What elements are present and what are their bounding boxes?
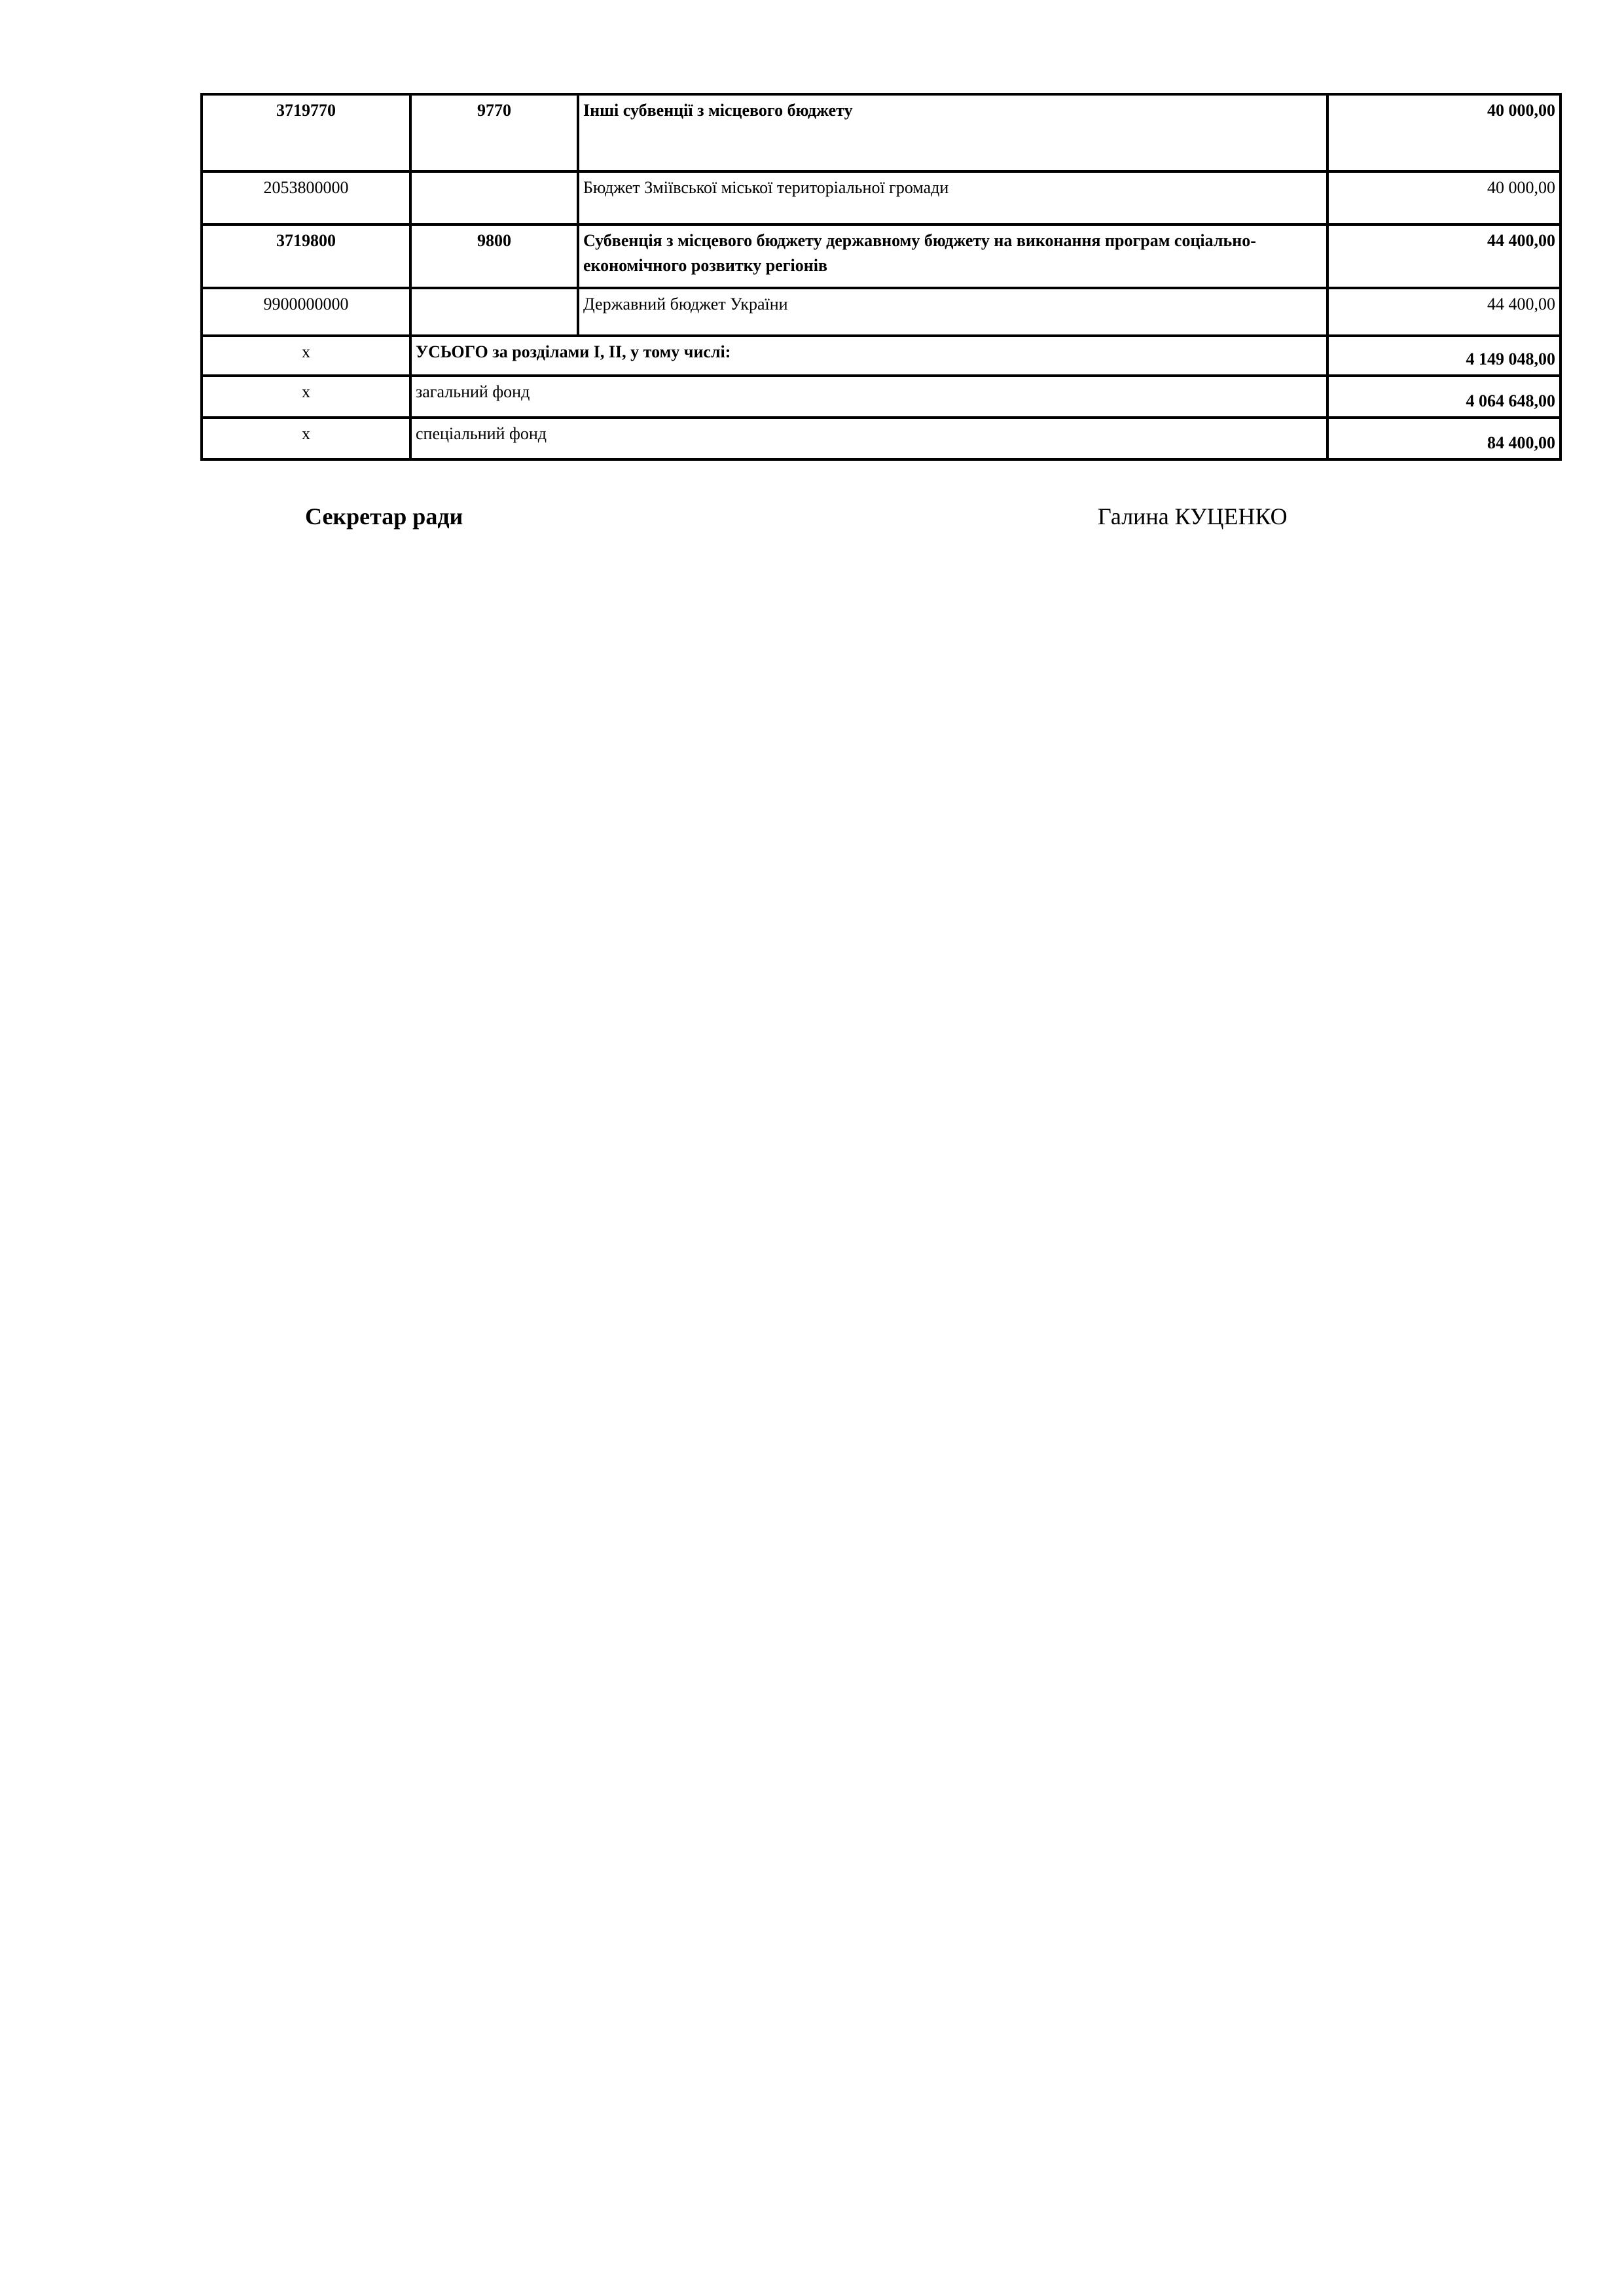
- x-mark-cell: x: [202, 336, 410, 376]
- function-code-cell: 9800: [410, 224, 578, 288]
- total-label-cell: УСЬОГО за розділами І, ІІ, у тому числі:: [410, 336, 1327, 376]
- amount-cell: 44 400,00: [1327, 224, 1561, 288]
- budget-code-cell: 2053800000: [202, 171, 410, 224]
- total-amount-cell: 4 149 048,00: [1327, 336, 1561, 376]
- budget-table: [200, 93, 1562, 461]
- function-code-cell: [410, 288, 578, 336]
- special-fund-amount-cell: 84 400,00: [1327, 418, 1561, 459]
- special-fund-label-cell: спеціальний фонд: [410, 418, 1327, 459]
- budget-code-cell: 9900000000: [202, 288, 410, 336]
- program-name-cell: Субвенція з місцевого бюджету державному бюджету на виконання програм соціально-економічного розвитку регіонів: [578, 224, 1327, 288]
- x-mark-cell: x: [202, 376, 410, 418]
- table-row-program: [202, 224, 1561, 288]
- amount-cell: 44 400,00: [1327, 288, 1561, 336]
- table-row-general-fund: [202, 376, 1561, 418]
- table-row-recipient: [202, 288, 1561, 336]
- signature-name: Галина КУЦЕНКО: [1098, 503, 1288, 529]
- function-code-cell: 9770: [410, 94, 578, 171]
- program-name-cell: Інші субвенції з місцевого бюджету: [578, 94, 1327, 171]
- x-mark-cell: x: [202, 418, 410, 459]
- table-row-program: [202, 94, 1561, 171]
- recipient-name-cell: Бюджет Зміївської міської територіальної громади: [578, 171, 1327, 224]
- amount-cell: 40 000,00: [1327, 94, 1561, 171]
- signature-title: Секретар ради: [305, 503, 463, 529]
- general-fund-label-cell: загальний фонд: [410, 376, 1327, 418]
- program-code-cell: 3719800: [202, 224, 410, 288]
- recipient-name-cell: Державний бюджет України: [578, 288, 1327, 336]
- general-fund-amount-cell: 4 064 648,00: [1327, 376, 1561, 418]
- program-code-cell: 3719770: [202, 94, 410, 171]
- table-row-total: [202, 336, 1561, 376]
- amount-cell: 40 000,00: [1327, 171, 1561, 224]
- table-row-recipient: [202, 171, 1561, 224]
- function-code-cell: [410, 171, 578, 224]
- table-row-special-fund: [202, 418, 1561, 459]
